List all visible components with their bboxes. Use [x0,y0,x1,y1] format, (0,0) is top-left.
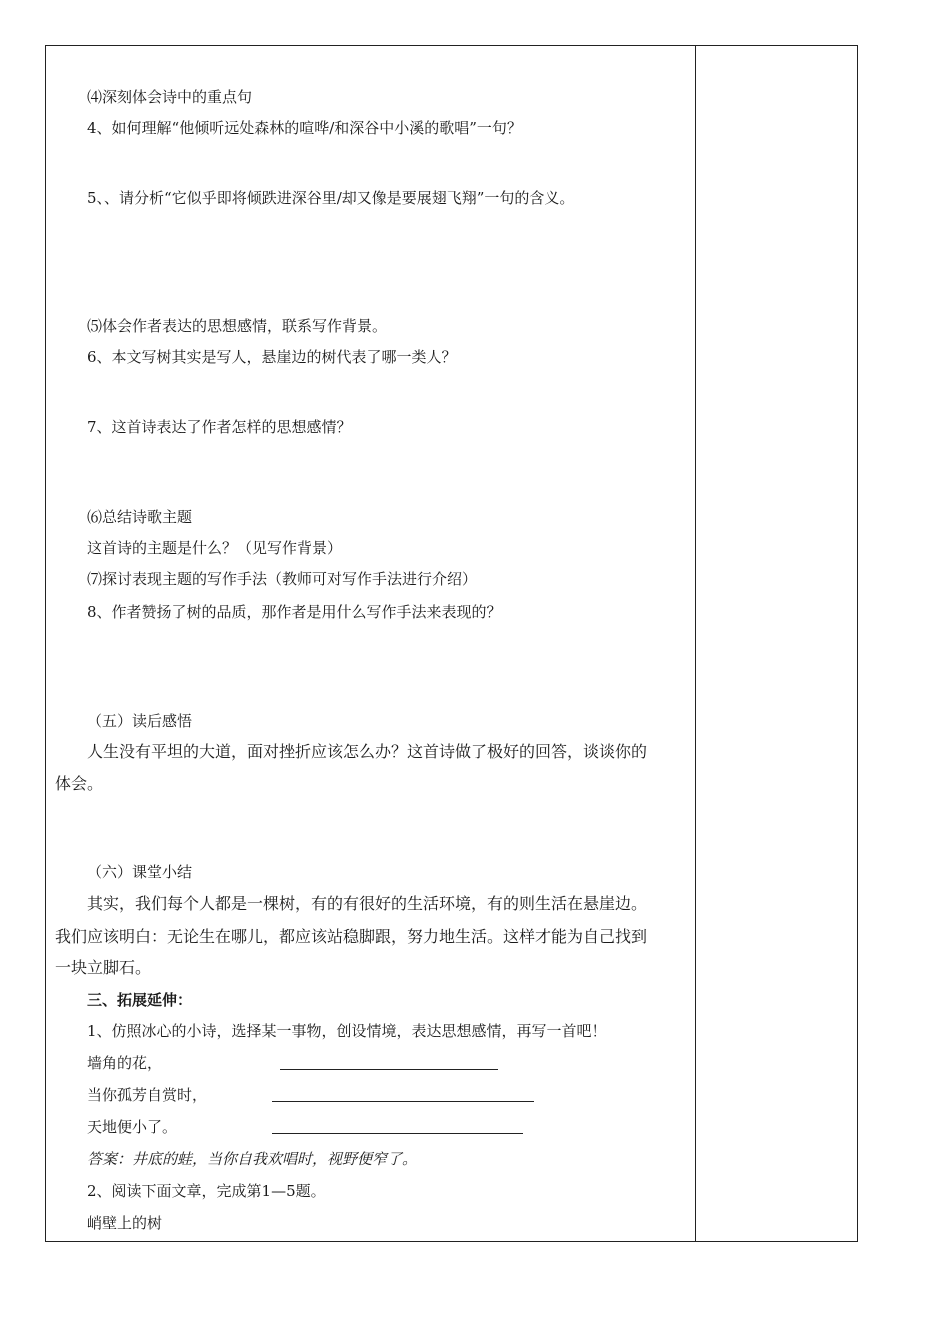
question-6: 6、本文写树其实是写人，悬崖边的树代表了哪一类人？ [87,348,457,366]
summary-paragraph-line2: 我们应该明白：无论生在哪儿，都应该站稳脚跟，努力地生活。这样才能为自己找到 [55,927,648,946]
summary-paragraph-line3: 一块立脚石。 [55,958,152,977]
question-7: 7、这首诗表达了作者怎样的思想感情？ [87,418,352,436]
question-5: 5、、请分析“它似乎即将倾跌进深谷里/却又像是要展翅飞翔”一句的含义。 [87,189,575,207]
poem-line-3: 天地便小了。 [87,1118,178,1136]
heading-emotion: ⑸体会作者表达的思想感情，联系写作背景。 [87,317,388,335]
section-extension-heading: 三、拓展延伸： [87,991,193,1009]
poem-line-2: 当你孤芳自赏时， [87,1086,208,1104]
reflection-paragraph-line2: 体会。 [55,774,104,793]
blank-line-1 [280,1069,498,1070]
reflection-paragraph-line1: 人生没有平坦的大道，面对挫折应该怎么办？这首诗做了极好的回答，谈谈你的 [87,742,648,761]
blank-line-3 [272,1133,523,1134]
theme-question: 这首诗的主题是什么？（见写作背景） [87,539,343,557]
question-8: 8、作者赞扬了树的品质，那作者是用什么写作手法来表现的？ [87,603,502,621]
section-reflection-heading: （五）读后感悟 [87,712,193,730]
exercise-2-prompt: 2、阅读下面文章，完成第1—5题。 [87,1182,326,1200]
article-title: 峭壁上的树 [87,1214,163,1232]
heading-technique: ⑺探讨表现主题的写作手法（教师可对写作手法进行介绍） [87,570,478,588]
summary-paragraph-line1: 其实，我们每个人都是一棵树，有的有很好的生活环境，有的则生活在悬崖边。 [87,894,648,913]
section-summary-heading: （六）课堂小结 [87,863,193,881]
question-4: 4、如何理解“他倾听远处森林的喧哗/和深谷中小溪的歌唱”一句？ [87,119,522,137]
answer-text: 答案：井底的蛙，当你自我欢唱时，视野便窄了。 [87,1150,418,1168]
exercise-1-prompt: 1、仿照冰心的小诗，选择某一事物，创设情境，表达思想感情，再写一首吧！ [87,1022,607,1040]
heading-key-sentences: ⑷深刻体会诗中的重点句 [87,88,253,106]
poem-line-1: 墙角的花， [87,1054,163,1072]
blank-line-2 [272,1101,534,1102]
heading-theme: ⑹总结诗歌主题 [87,508,193,526]
